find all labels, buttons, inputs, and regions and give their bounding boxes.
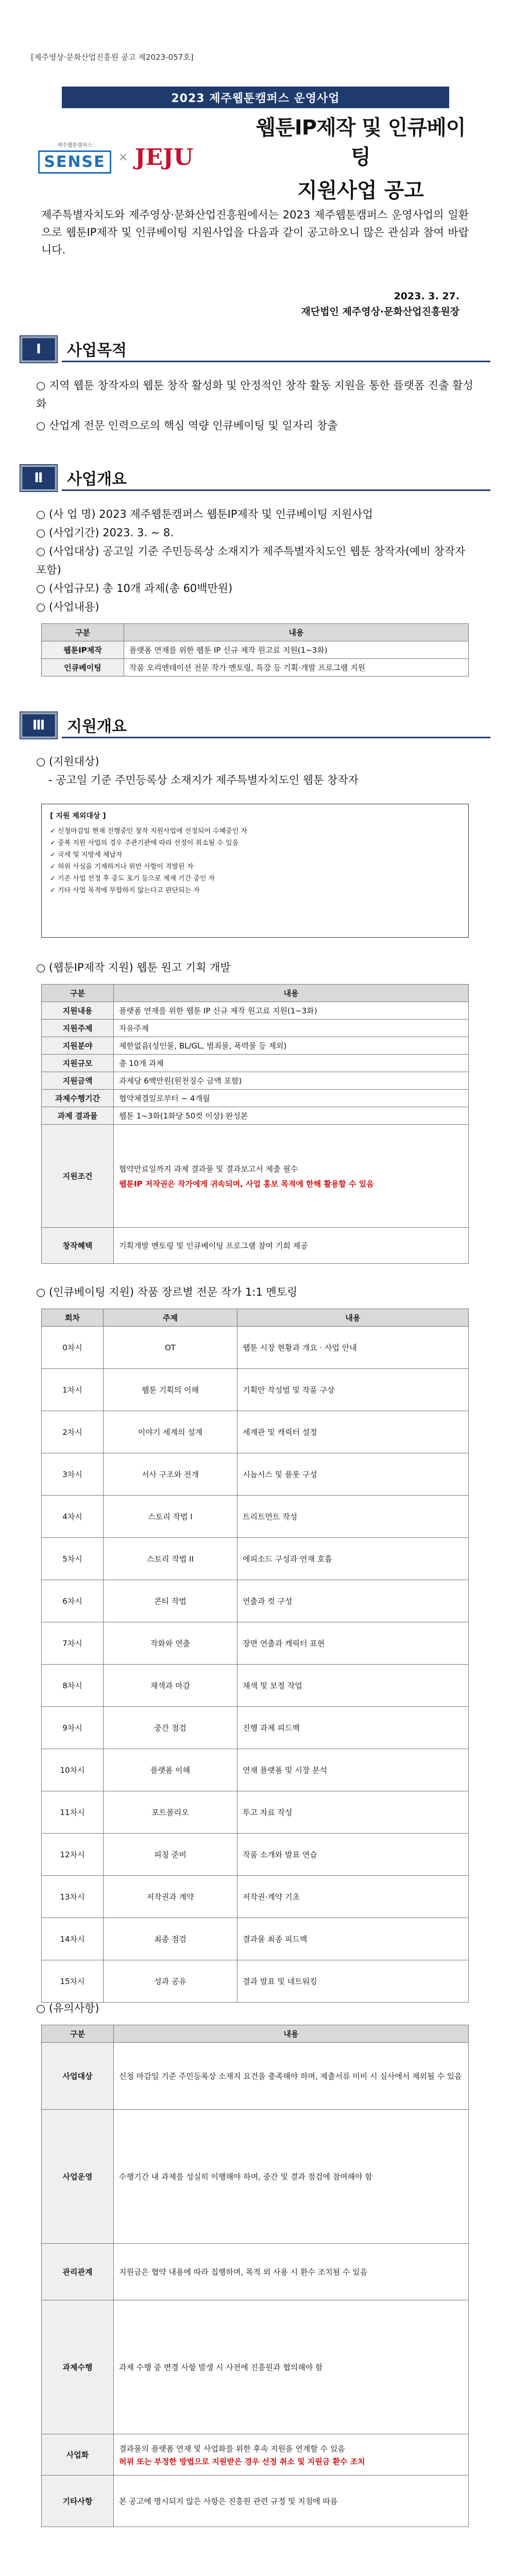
table-row <box>42 1834 469 1876</box>
list-item: ○ (사업내용) <box>36 601 99 613</box>
table-row <box>42 1020 469 1037</box>
table-cell: 저작권·계약 기초 <box>237 1876 469 1918</box>
subsection-title: ○ (인큐베이팅 지원) 작품 장르별 전문 작가 1:1 멘토링 <box>36 1286 298 1298</box>
section-title: 지원개요 <box>62 713 490 738</box>
table-cell: 8차시 <box>42 1665 104 1707</box>
section-number: Ⅱ <box>21 465 57 491</box>
table-row <box>42 1327 469 1369</box>
table-row <box>42 1125 469 1228</box>
table-cell: 14차시 <box>42 1918 104 1960</box>
table-cell: 9차시 <box>42 1707 104 1749</box>
subsection-title: ○ (웹툰IP제작 지원) 웹툰 원고 기획 개발 <box>36 961 231 974</box>
section-number: Ⅰ <box>21 336 57 362</box>
table-row <box>42 1228 469 1264</box>
table-row <box>42 659 469 676</box>
table-cell: 플랫폼 이해 <box>104 1749 237 1791</box>
table-row <box>42 641 469 659</box>
table-cell: 웹툰IP제작 <box>42 641 124 659</box>
table-header: 구분 <box>42 985 114 1002</box>
table-row <box>42 1918 469 1960</box>
list-item: ✓ 기타 사업 목적에 부합하지 않는다고 판단되는 자 <box>50 887 200 894</box>
table-cell: 3차시 <box>42 1453 104 1496</box>
table-cell: 지원분야 <box>42 1037 114 1055</box>
list-item: ○ (사업규모) 총 10개 과제(총 60백만원) <box>36 582 233 595</box>
subsection-title: ○ (유의사항) <box>36 2002 99 2014</box>
table-header: 회차 <box>42 1309 104 1327</box>
table-cell: 성과 공유 <box>104 1960 237 2003</box>
table-cell: 투고 자료 작성 <box>237 1791 469 1834</box>
table-row <box>42 2043 469 2110</box>
table-cell: 7차시 <box>42 1622 104 1665</box>
table-header: 내용 <box>124 624 469 641</box>
table-cell: 스토리 작법 II <box>104 1538 237 1580</box>
table-cell: 지원주제 <box>42 1020 114 1037</box>
table-cell: 채색과 마감 <box>104 1665 237 1707</box>
table-cell: 트리트먼트 작성 <box>237 1496 469 1538</box>
table-cell: 웹툰 시장 현황과 개요 · 사업 안내 <box>237 1327 469 1369</box>
table-row <box>42 2244 469 2300</box>
table-cell: 본 공고에 명시되지 않은 사항은 진흥원 관련 규정 및 지침에 따름 <box>114 2476 469 2527</box>
section-title: 사업개요 <box>62 465 490 491</box>
sense-logo <box>36 129 113 185</box>
table-cell: 협약체결일로부터 ~ 4개월 <box>114 1090 469 1107</box>
table-header-row <box>42 624 469 641</box>
table-cell: 1차시 <box>42 1369 104 1411</box>
table-row <box>42 1707 469 1749</box>
issuer-block <box>301 289 460 319</box>
section-1-list <box>36 376 479 435</box>
table-cell: 작화와 연출 <box>104 1622 237 1665</box>
table-header: 내용 <box>114 2025 469 2043</box>
list-item: ○ (사업기간) 2023. 3. ~ 8. <box>36 527 174 539</box>
table-cell: 결과물 최종 피드백 <box>237 1918 469 1960</box>
list-item: ✓ 신청마감일 현재 진행중인 창작 지원사업에 선정되어 수혜중인 자 <box>50 827 248 835</box>
table-cell: 중간 점검 <box>104 1707 237 1749</box>
table-cell: 15차시 <box>42 1960 104 2003</box>
table-cell: 과제수행기간 <box>42 1090 114 1107</box>
table-row <box>42 1960 469 2003</box>
page-title-line2: 지원사업 공고 <box>297 178 424 202</box>
table-cell: 0차시 <box>42 1327 104 1369</box>
program-content-table <box>41 623 469 676</box>
support-target <box>36 752 479 789</box>
table-cell: 과제당 6백만원(원천징수 금액 포함) <box>114 1072 469 1090</box>
table-row <box>42 1622 469 1665</box>
table-cell: 포트폴리오 <box>104 1791 237 1834</box>
section-3-header <box>21 711 490 740</box>
table-cell: 13차시 <box>42 1876 104 1918</box>
section-1-header <box>21 335 490 364</box>
table-cell: 세계관 및 캐릭터 설정 <box>237 1411 469 1453</box>
table-row <box>42 1369 469 1411</box>
table-cell: 지원내용 <box>42 1002 114 1020</box>
table-cell: 채색 및 보정 작업 <box>237 1665 469 1707</box>
table-cell: 진행 과제 피드백 <box>237 1707 469 1749</box>
table-row <box>42 1090 469 1107</box>
highlight-note: 웹툰IP 저작권은 작가에게 귀속되며, 사업 홍보 목적에 한해 활용할 수 있음 <box>119 1179 374 1189</box>
table-row <box>42 1496 469 1538</box>
table-cell: 연출과 컷 구성 <box>237 1580 469 1622</box>
table-cell: 협약만료일까지 과제 결과물 및 결과보고서 제출 필수 웹툰IP 저작권은 작가에게 귀속되며, 사업 홍보 목적에 한해 활용할 수 있음 <box>114 1125 469 1228</box>
table-cell: 창작혜택 <box>42 1228 114 1264</box>
table-cell: 작품 오리엔테이션 전문 작가 멘토링, 특강 등 기획·개발 프로그램 지원 <box>124 659 469 676</box>
table-cell: 2차시 <box>42 1411 104 1453</box>
program-banner: 2023 제주웹툰캠퍼스 운영사업 <box>62 87 449 108</box>
table-header-row <box>42 2025 469 2043</box>
sense-logo-caption: 제주웹툰캠퍼스 <box>57 143 92 148</box>
table-cell: 저작권과 계약 <box>104 1876 237 1918</box>
table-header: 주제 <box>104 1309 237 1327</box>
table-cell: 결과물의 플랫폼 연재 및 사업화를 위한 후속 지원을 연계할 수 있음 허위 또는 부정한 방법으로 지원받은 경우 선정 취소 및 지원금 환수 조치 <box>114 2434 469 2476</box>
table-row <box>42 1037 469 1055</box>
section-2-header <box>21 464 490 493</box>
list-item: ✓ 허위 사실을 기재하거나 위반 사항이 적발된 자 <box>50 863 194 871</box>
table-row <box>42 1107 469 1125</box>
issuer-org: 재단법인 제주영상·문화산업진흥원장 <box>301 306 459 317</box>
table-cell: 기획개발 멘토링 및 인큐베이팅 프로그램 참여 기회 제공 <box>114 1228 469 1264</box>
table-row <box>42 2110 469 2244</box>
highlight-note: 허위 또는 부정한 방법으로 지원받은 경우 선정 취소 및 지원금 환수 조치 <box>119 2456 365 2466</box>
table-cell: 사업화 <box>42 2434 114 2476</box>
table-row <box>42 1453 469 1496</box>
table-cell: 12차시 <box>42 1834 104 1876</box>
table-cell: 지원조건 <box>42 1125 114 1228</box>
table-row <box>42 2300 469 2434</box>
page-title <box>247 111 474 204</box>
subsection-title: ○ (지원대상) <box>36 755 99 768</box>
list-item: ○ (사 업 명) 2023 제주웹툰캠퍼스 웹툰IP제작 및 인큐베이팅 지원사업 <box>36 508 373 520</box>
table-row <box>42 1580 469 1622</box>
table-cell: 과제 결과물 <box>42 1107 114 1125</box>
notice-id: [제주영상·문화산업진흥원 공고 제2023-057호] <box>31 53 194 62</box>
table-cell: 지원금은 협약 내용에 따라 집행하며, 목적 외 사용 시 환수 조치될 수 있음 <box>114 2244 469 2300</box>
table-cell: 피칭 준비 <box>104 1834 237 1876</box>
subsection-desc: - 공고일 기준 주민등록상 소재지가 제주특별자치도인 웹툰 창작자 <box>48 774 359 786</box>
table-cell: 장면 연출과 캐릭터 표현 <box>237 1622 469 1665</box>
list-item: ✓ 국세 및 지방세 체납자 <box>50 851 123 859</box>
section-number: Ⅲ <box>21 713 57 738</box>
table-header-row <box>42 1309 469 1327</box>
table-cell: 최종 점검 <box>104 1918 237 1960</box>
header-logos <box>36 115 474 202</box>
table-header: 내용 <box>114 985 469 1002</box>
table-row <box>42 2434 469 2476</box>
table-cell: 5차시 <box>42 1538 104 1580</box>
intro-paragraph: 제주특별자치도와 제주영상·문화산업진흥원에서는 2023 제주웹툰캠퍼스 운영사업의 일환으로 웹툰IP제작 및 인큐베이팅 지원사업을 다음과 같이 공고하오니 많은 관심과 참여 바랍니다. <box>41 209 469 256</box>
page-title-line1: 웹툰IP제작 및 인큐베이팅 <box>256 115 466 169</box>
jeju-logo: JEJU <box>134 144 194 171</box>
table-cell: 작품 소개와 발표 연습 <box>237 1834 469 1876</box>
list-item: ○ 지역 웹툰 창작자의 웹툰 창작 활성화 및 안정적인 창작 활동 지원을 통한 플랫폼 진출 활성화 <box>36 379 473 410</box>
table-cell: 시놉시스 및 플롯 구성 <box>237 1453 469 1496</box>
table-cell: 웹툰 기획의 이해 <box>104 1369 237 1411</box>
table-cell: 이야기 세계의 설계 <box>104 1411 237 1453</box>
table-row <box>42 1665 469 1707</box>
table-cell: 10차시 <box>42 1749 104 1791</box>
table-cell: 총 10개 과제 <box>114 1055 469 1072</box>
table-cell: 4차시 <box>42 1496 104 1538</box>
table-cell: 과제 수행 중 변경 사항 발생 시 사전에 진흥원과 협의해야 함 <box>114 2300 469 2434</box>
table-cell: 11차시 <box>42 1791 104 1834</box>
table-header-row <box>42 985 469 1002</box>
sense-logo-text: SENSE <box>38 150 111 174</box>
box-title: [ 지원 제외대상 ] <box>50 812 106 820</box>
table-cell: 서사 구조와 전개 <box>104 1453 237 1496</box>
table-cell: 스토리 작법 I <box>104 1496 237 1538</box>
ip-production-table <box>41 984 469 1264</box>
table-cell: 지원규모 <box>42 1055 114 1072</box>
table-cell: 관리관계 <box>42 2244 114 2300</box>
table-cell: 에피소드 구성과 연재 호흡 <box>237 1538 469 1580</box>
list-item: ○ 산업계 전문 인력으로의 핵심 역량 인큐베이팅 및 일자리 창출 <box>36 419 338 432</box>
list-item: ✓ 기존 사업 선정 후 중도 포기 등으로 제재 기간 중인 자 <box>50 875 215 883</box>
table-cell: 제한없음(성인물, BL/GL, 범죄물, 폭력물 등 제외) <box>114 1037 469 1055</box>
logo-separator: × <box>118 150 128 164</box>
table-cell: 지원금액 <box>42 1072 114 1090</box>
table-header: 구분 <box>42 2025 114 2043</box>
table-cell: 웹툰 1~3화(1화당 50컷 이상) 완성본 <box>114 1107 469 1125</box>
table-row <box>42 1411 469 1453</box>
table-cell: 자유주제 <box>114 1020 469 1037</box>
exclusion-notice-box <box>41 804 469 938</box>
table-row <box>42 1072 469 1090</box>
table-cell: 결과 발표 및 네트워킹 <box>237 1960 469 2003</box>
table-cell: 기타사항 <box>42 2476 114 2527</box>
table-cell: 수행기간 내 과제를 성실히 이행해야 하며, 중간 및 결과 점검에 참여해야 함 <box>114 2110 469 2244</box>
table-row <box>42 1538 469 1580</box>
table-cell: 기획안 작성법 및 작품 구상 <box>237 1369 469 1411</box>
table-cell: 플랫폼 연재를 위한 웹툰 IP 신규 제작 원고료 지원(1~3화) <box>124 641 469 659</box>
table-row <box>42 1055 469 1072</box>
list-item: ○ (사업대상) 공고일 기준 주민등록상 소재지가 제주특별자치도인 웹툰 창작자(예비 창작자 포함) <box>36 545 466 576</box>
table-row <box>42 1791 469 1834</box>
cautions-table <box>41 2025 469 2527</box>
table-cell: 사업대상 <box>42 2043 114 2110</box>
table-cell: 연재 플랫폼 및 시장 분석 <box>237 1749 469 1791</box>
table-cell: 사업운영 <box>42 2110 114 2244</box>
section-2-list <box>36 505 479 616</box>
table-cell: 과제수행 <box>42 2300 114 2434</box>
table-cell: 6차시 <box>42 1580 104 1622</box>
incubating-schedule-table <box>41 1309 469 2003</box>
table-cell: 인큐베이팅 <box>42 659 124 676</box>
table-row <box>42 1749 469 1791</box>
table-header: 구분 <box>42 624 124 641</box>
list-item: ✓ 중복 지원 사업의 경우 주관기관에 따라 선정이 취소될 수 있음 <box>50 839 239 847</box>
issue-date: 2023. 3. 27. <box>394 291 459 302</box>
table-row <box>42 2476 469 2527</box>
section-title: 사업목적 <box>62 336 490 362</box>
table-row <box>42 1002 469 1020</box>
table-cell: 신청 마감일 기준 주민등록상 소재지 요건을 충족해야 하며, 제출서류 미비 시 심사에서 제외될 수 있음 <box>114 2043 469 2110</box>
table-header: 내용 <box>237 1309 469 1327</box>
table-cell: 콘티 작법 <box>104 1580 237 1622</box>
table-row <box>42 1876 469 1918</box>
table-cell: OT <box>104 1327 237 1369</box>
table-cell: 플랫폼 연재를 위한 웹툰 IP 신규 제작 원고료 지원(1~3화) <box>114 1002 469 1020</box>
